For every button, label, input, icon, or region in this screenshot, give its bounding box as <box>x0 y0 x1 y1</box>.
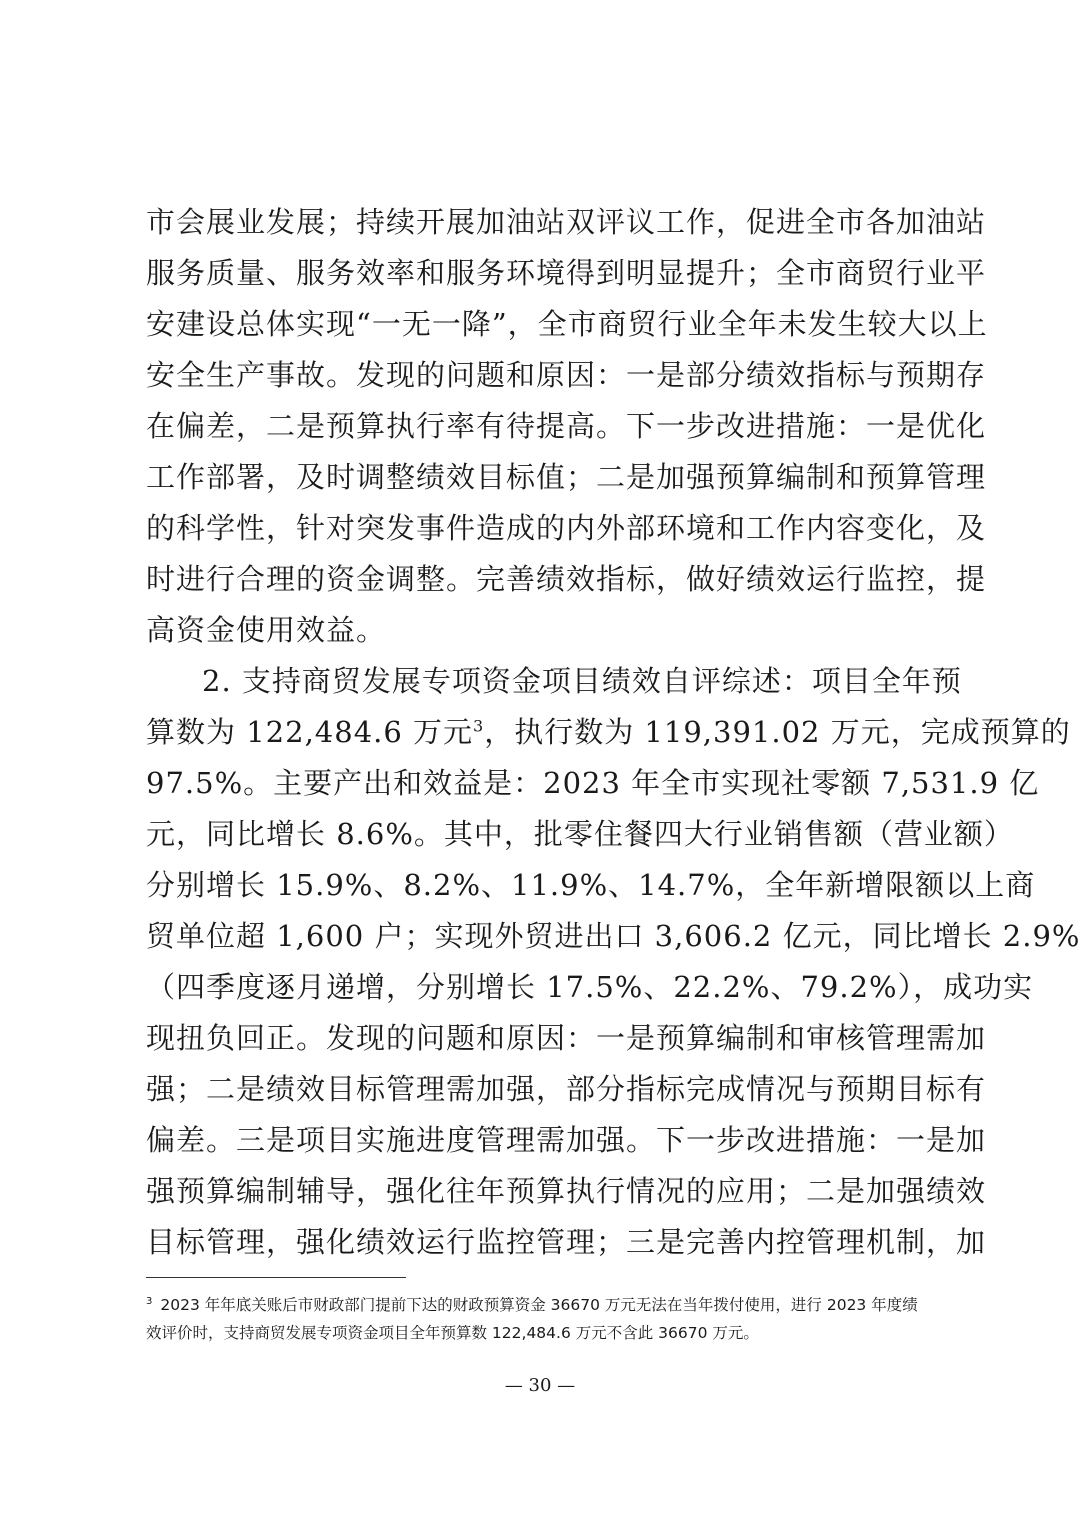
paragraph-2-line: 贸单位超 1,600 户；实现外贸进出口 3,606.2 亿元，同比增长 2.9% <box>146 919 1080 953</box>
page-number: — 30 — <box>504 1375 576 1396</box>
paragraph-2-line: 偏差。三是项目实施进度管理需加强。下一步改进措施：一是加 <box>146 1123 987 1157</box>
paragraph-2-line-with-footnote <box>146 706 1071 758</box>
paragraph-2-line: 分别增长 15.9%、8.2%、11.9%、14.7%，全年新增限额以上商 <box>146 868 1036 902</box>
footnote-separator <box>146 1277 406 1278</box>
paragraph-1-line: 服务质量、服务效率和服务环境得到明显提升；全市商贸行业平 <box>146 256 987 290</box>
paragraph-2-text: ，执行数为 119,391.02 万元，完成预算的 <box>484 715 1071 749</box>
paragraph-1-line: 时进行合理的资金调整。完善绩效指标，做好绩效运行监控，提 <box>146 562 987 596</box>
paragraph-1-line: 的科学性，针对突发事件造成的内外部环境和工作内容变化，及 <box>146 511 987 545</box>
paragraph-1-line: 安全生产事故。发现的问题和原因：一是部分绩效指标与预期存 <box>146 358 987 392</box>
footnote-line <box>146 1292 946 1318</box>
paragraph-2-line: 强；二是绩效目标管理需加强，部分指标完成情况与预期目标有 <box>146 1072 987 1106</box>
footnote-text: 2023 年年底关账后市财政部门提前下达的财政预算资金 36670 万元无法在当年拨付使用，进行 2023 年度绩 <box>160 1296 918 1314</box>
paragraph-1-line: 工作部署，及时调整绩效目标值；二是加强预算编制和预算管理 <box>146 460 987 494</box>
paragraph-1-line: 市会展业发展；持续开展加油站双评议工作，促进全市各加油站 <box>146 205 987 239</box>
paragraph-2-line: （四季度逐月递增，分别增长 17.5%、22.2%、79.2%），成功实 <box>146 970 1034 1004</box>
footnote-reference: 3 <box>473 716 485 736</box>
paragraph-1-line: 高资金使用效益。 <box>146 613 387 647</box>
paragraph-2-line: 元，同比增长 8.6%。其中，批零住餐四大行业销售额（营业额） <box>146 817 1014 851</box>
paragraph-1-line: 在偏差，二是预算执行率有待提高。下一步改进措施：一是优化 <box>146 409 987 443</box>
paragraph-1-line: 安建设总体实现“一无一降”，全市商贸行业全年未发生较大以上 <box>146 307 988 341</box>
paragraph-2-line: 现扭负回正。发现的问题和原因：一是预算编制和审核管理需加 <box>146 1021 987 1055</box>
footnote-line: 效评价时，支持商贸发展专项资金项目全年预算数 122,484.6 万元不含此 36670 万元。 <box>146 1324 759 1342</box>
paragraph-2-line: 强预算编制辅导，强化往年预算执行情况的应用；二是加强绩效 <box>146 1174 987 1208</box>
paragraph-2-text: 算数为 122,484.6 万元 <box>146 715 474 749</box>
paragraph-2-line: 目标管理，强化绩效运行监控管理；三是完善内控管理机制，加 <box>146 1225 987 1259</box>
footnote-marker: 3 <box>146 1295 153 1307</box>
paragraph-2-first-line: 2. 支持商贸发展专项资金项目绩效自评综述：项目全年预 <box>202 664 962 698</box>
paragraph-2-line: 97.5%。主要产出和效益是：2023 年全市实现社零额 7,531.9 亿 <box>146 766 1040 800</box>
